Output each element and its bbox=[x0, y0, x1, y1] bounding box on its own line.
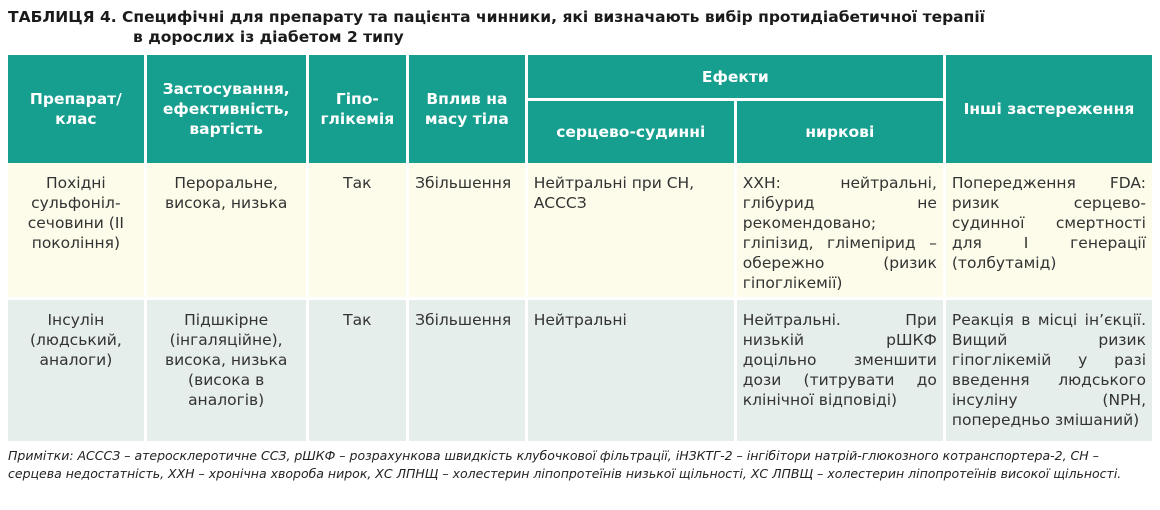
cell-hypoglycemia: Так bbox=[309, 297, 407, 441]
table-title bbox=[8, 7, 1148, 47]
header-drug: Препарат/ клас bbox=[8, 55, 144, 163]
therapy-table bbox=[5, 55, 1155, 441]
cell-other: Реакція в місці ін’єкції. Вищий ризик гіпоглікемій у разі введення людського інсуліну (NPH, попередньо змішаний) bbox=[946, 297, 1152, 441]
cell-cardio: Нейтральні при СН, АСССЗ bbox=[528, 163, 734, 297]
header-cardio: серцево-судинні bbox=[528, 101, 734, 163]
cell-drug: Інсулін (людський, аналоги) bbox=[8, 297, 144, 441]
cell-use: Підшкірне (інгаляційне), висока, низька (висока в аналогів) bbox=[147, 297, 306, 441]
cell-drug: Похідні сульфоніл-сечовини (II покоління) bbox=[8, 163, 144, 297]
cell-renal: ХХН: нейтральні, глібурид не рекомендовано; гліпізид, глімепірид – обережно (ризик гіпоглікемії) bbox=[737, 163, 943, 297]
cell-other: Попередження FDA: ризик серцево-судинної смертності для I генерації (толбутамід) bbox=[946, 163, 1152, 297]
cell-renal: Нейтральні. При низькій рШКФ доцільно зменшити дози (титрувати до клінічної відповіді) bbox=[737, 297, 943, 441]
table-title-line1: ТАБЛИЦЯ 4. Специфічні для препарату та пацієнта чинники, які визначають вибір протидіабетичної терапії bbox=[8, 8, 985, 26]
header-effects: Ефекти bbox=[528, 55, 943, 101]
cell-hypoglycemia: Так bbox=[309, 163, 407, 297]
table-notes: Примітки: АСССЗ – атеросклеротичне ССЗ, рШКФ – розрахункова швидкість клубочкової фільтрації, іНЗКТГ-2 – інгібітори натрій-глюкозного котранспортера-2, СН – серцева недостатність, ХХН – хронічна хвороба нирок, ХС ЛПНЩ – холестерин ліпопротеїнів низької щільності, ХС ЛПВЩ – холестерин ліпопротеїнів високої щільності. bbox=[8, 448, 1122, 481]
table-title-line2: в дорослих із діабетом 2 типу bbox=[133, 28, 404, 46]
table-row bbox=[8, 163, 1152, 297]
cell-weight: Збільшення bbox=[409, 163, 525, 297]
header-hypoglycemia: Гіпо-глікемія bbox=[309, 55, 407, 163]
cell-cardio: Нейтральні bbox=[528, 297, 734, 441]
cell-weight: Збільшення bbox=[409, 297, 525, 441]
table-row bbox=[8, 297, 1152, 441]
header-weight: Вплив на масу тіла bbox=[409, 55, 525, 163]
cell-use: Пероральне, висока, низька bbox=[147, 163, 306, 297]
header-other: Інші застереження bbox=[946, 55, 1152, 163]
header-renal: ниркові bbox=[737, 101, 943, 163]
header-use: Застосування, ефективність, вартість bbox=[147, 55, 306, 163]
